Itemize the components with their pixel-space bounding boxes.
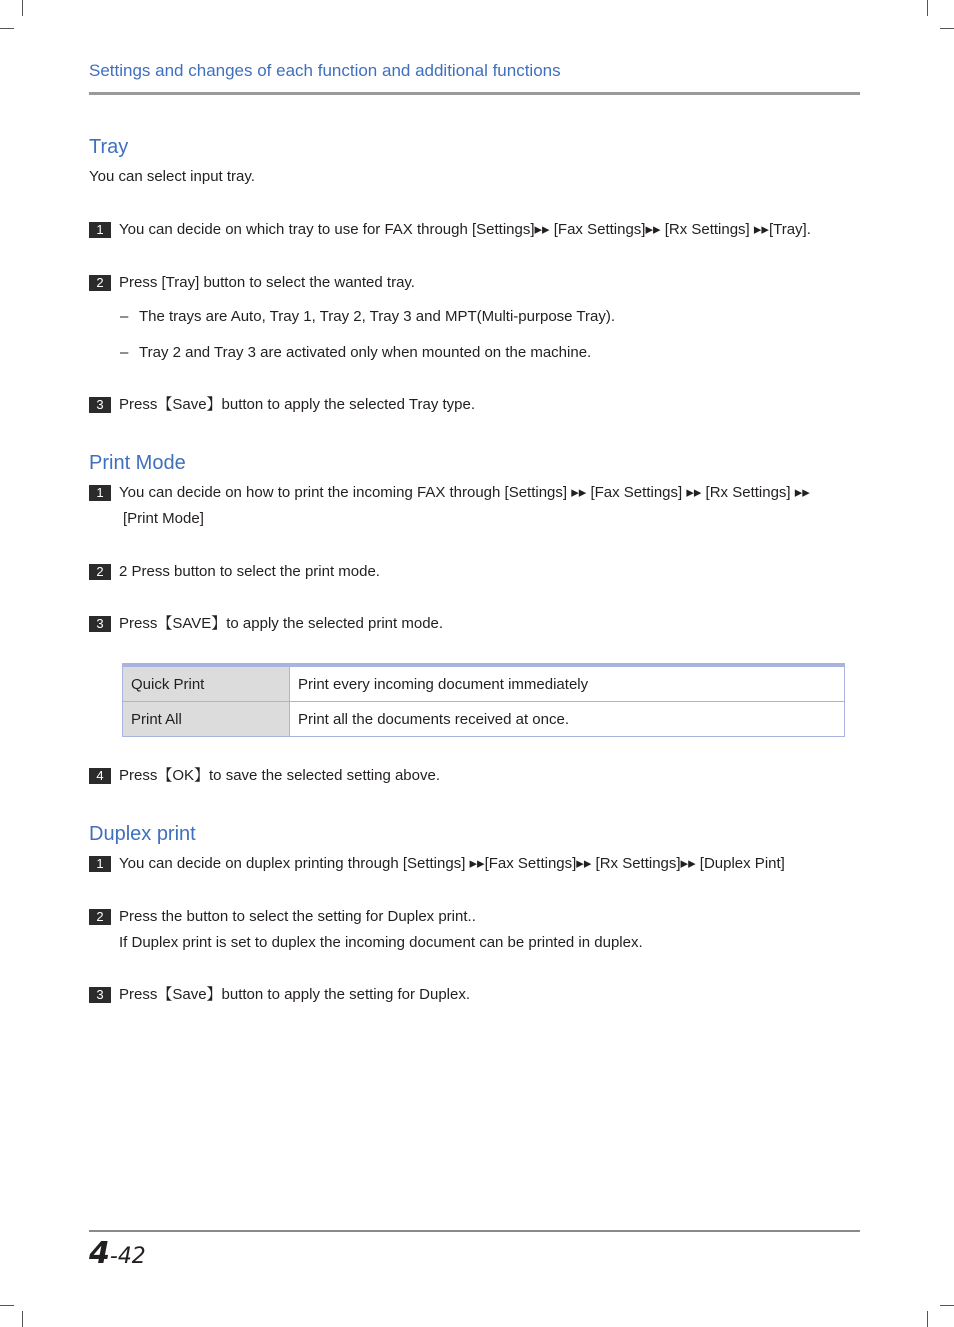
print-mode-step-2 — [89, 563, 380, 581]
section-heading-tray: Tray — [89, 136, 129, 158]
print-mode-step-1 — [89, 484, 810, 528]
step-text: You can decide on duplex printing through [Settings] ▸▸[Fax Settings]▸▸ [Rx Settings]▸▸ [Duplex Pint] — [119, 855, 785, 872]
step-number-badge: 3 — [89, 616, 111, 632]
table-row — [123, 702, 845, 737]
print-mode-table — [122, 663, 845, 737]
section-heading-print-mode: Print Mode — [89, 452, 186, 474]
crop-mark — [940, 28, 954, 29]
header-rule — [89, 92, 860, 95]
step-number-badge: 2 — [89, 275, 111, 291]
step-text: Press【Save】button to apply the selected Tray type. — [119, 396, 476, 413]
dash-bullet: – — [120, 308, 129, 325]
step-number-badge: 2 — [89, 564, 111, 580]
page-suffix: -42 — [109, 1244, 146, 1269]
step-text: Press [Tray] button to select the wanted tray. — [119, 274, 415, 291]
crop-mark — [940, 1305, 954, 1306]
step-text: Press【Save】button to apply the setting for Duplex. — [119, 986, 471, 1003]
crop-mark — [0, 1305, 14, 1306]
crop-mark — [22, 0, 23, 16]
tray-step-1 — [89, 221, 811, 239]
crop-mark — [927, 0, 928, 16]
tray-step-2 — [89, 274, 415, 292]
duplex-step-2 — [89, 908, 643, 952]
footer-rule — [89, 1230, 860, 1232]
step-number-badge: 1 — [89, 856, 111, 872]
step-text-line: [Print Mode] — [123, 510, 204, 527]
crop-mark — [0, 28, 14, 29]
step-number-badge: 2 — [89, 909, 111, 925]
step-number-badge: 4 — [89, 768, 111, 784]
step-number-badge: 1 — [89, 485, 111, 501]
dash-bullet: – — [120, 344, 129, 361]
step-text: You can decide on which tray to use for FAX through [Settings]▸▸ [Fax Settings]▸▸ [Rx Settings] ▸▸[Tray]. — [119, 221, 811, 238]
print-mode-step-3 — [89, 615, 443, 633]
step-number-badge: 3 — [89, 397, 111, 413]
step-number-badge: 1 — [89, 222, 111, 238]
duplex-step-1 — [89, 855, 785, 873]
table-row — [123, 665, 845, 702]
step-text: Press【OK】to save the selected setting above. — [119, 767, 440, 784]
section-heading-duplex: Duplex print — [89, 823, 196, 845]
bullet-text: The trays are Auto, Tray 1, Tray 2, Tray 3 and MPT(Multi-purpose Tray). — [139, 308, 616, 325]
table-cell-description: Print all the documents received at once. — [290, 702, 845, 737]
page-number — [89, 1236, 146, 1271]
tray-bullet — [120, 308, 615, 326]
tray-step-3 — [89, 396, 475, 414]
step-number-badge: 3 — [89, 987, 111, 1003]
table-cell-description: Print every incoming document immediately — [290, 665, 845, 702]
step-text-line: If Duplex print is set to duplex the incoming document can be printed in duplex. — [119, 934, 643, 951]
duplex-step-3 — [89, 986, 470, 1004]
tray-bullet — [120, 344, 591, 362]
step-text: Press【SAVE】to apply the selected print mode. — [119, 615, 444, 632]
bullet-text: Tray 2 and Tray 3 are activated only when mounted on the machine. — [139, 344, 592, 361]
crop-mark — [22, 1311, 23, 1327]
running-header: Settings and changes of each function and additional functions — [89, 61, 561, 80]
step-text-line: Press the button to select the setting for Duplex print.. — [119, 908, 476, 925]
tray-intro: You can select input tray. — [89, 168, 255, 185]
crop-mark — [927, 1311, 928, 1327]
step-text-line: You can decide on how to print the incoming FAX through [Settings] ▸▸ [Fax Settings] ▸▸ [Rx Settings] ▸▸ — [119, 484, 810, 501]
table-cell-mode: Print All — [123, 702, 290, 737]
step-text — [119, 484, 810, 528]
table-cell-mode: Quick Print — [123, 665, 290, 702]
chapter-number: 4 — [89, 1236, 110, 1271]
step-text — [119, 908, 643, 952]
print-mode-step-4 — [89, 767, 440, 785]
step-text: 2 Press button to select the print mode. — [119, 563, 380, 580]
